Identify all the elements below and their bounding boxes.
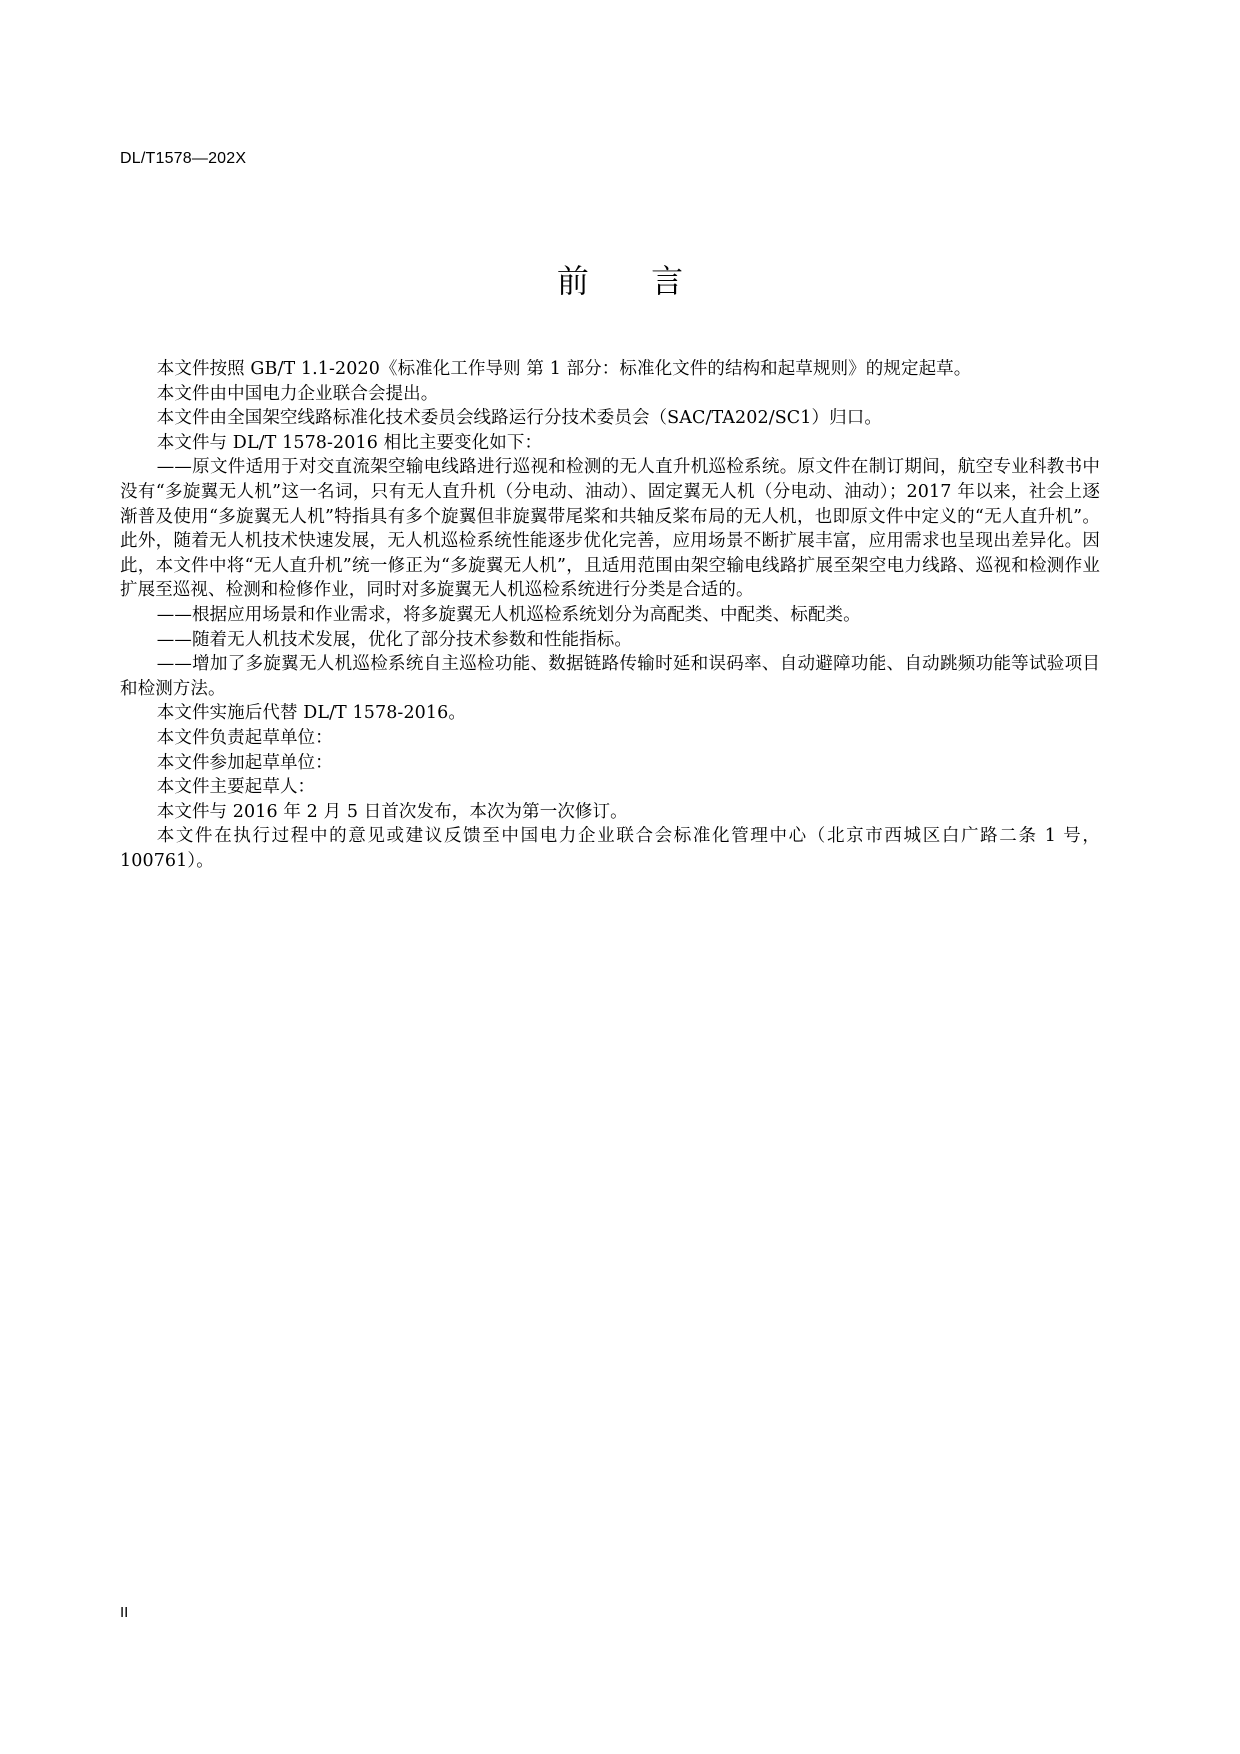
paragraph-proposer: 本文件由中国电力企业联合会提出。 bbox=[156, 383, 439, 404]
paragraph-changes-intro: 本文件与 DL/T 1578-2016 相比主要变化如下： bbox=[156, 432, 543, 453]
paragraph-feedback-contact: 本文件在执行过程中的意见或建议反馈至中国电力企业联合会标准化管理中心（北京市西城区白广路二条 1 号，100761）。 bbox=[120, 826, 1100, 871]
paragraph-replacement: 本文件实施后代替 DL/T 1578-2016。 bbox=[156, 703, 466, 724]
paragraph-change-item-3: ——随着无人机技术发展，优化了部分技术参数和性能指标。 bbox=[156, 629, 632, 650]
foreword-body bbox=[120, 357, 1100, 873]
paragraph-participating-units: 本文件参加起草单位： bbox=[156, 752, 333, 773]
paragraph-drafting-basis: 本文件按照 GB/T 1.1-2020《标准化工作导则 第 1 部分：标准化文件的结构和起草规则》的规定起草。 bbox=[156, 359, 972, 379]
paragraph-change-item-2: ——根据应用场景和作业需求，将多旋翼无人机巡检系统划分为高配类、中配类、标配类。 bbox=[156, 604, 861, 625]
paragraph-lead-drafting-unit: 本文件负责起草单位： bbox=[156, 727, 333, 748]
paragraph-main-drafters: 本文件主要起草人： bbox=[156, 777, 316, 798]
paragraph-revision-history: 本文件与 2016 年 2 月 5 日首次发布，本次为第一次修订。 bbox=[156, 801, 628, 822]
document-code-header: DL/T1578—202X bbox=[120, 150, 247, 167]
paragraph-change-item-1: ——原文件适用于对交直流架空输电线路进行巡视和检测的无人直升机巡检系统。原文件在制订期间，航空专业科教书中没有“多旋翼无人机”这一名词，只有无人直升机（分电动、油动）、固定翼无人机（分电动、油动）；2017 年以来，社会上逐渐普及使用“多旋翼无人机”特指具有多个旋翼但非旋翼带尾桨和共轴反桨布局的无人机，也即原文件中定义的“无人直升机”。此外，随着无人机技术快速发展，无人机巡检系统性能逐步优化完善，应用场景不断扩展丰富，应用需求也呈现出差异化。因此，本文件中将“无人直升机”统一修正为“多旋翼无人机”，且适用范围由架空输电线路扩展至架空电力线路、巡视和检测作业扩展至巡视、检测和检修作业，同时对多旋翼无人机巡检系统进行分类是合适的。 bbox=[120, 457, 1100, 601]
page-title: 前 言 bbox=[556, 262, 710, 300]
paragraph-change-item-4: ——增加了多旋翼无人机巡检系统自主巡检功能、数据链路传输时延和误码率、自动避障功能、自动跳频功能等试验项目和检测方法。 bbox=[120, 654, 1100, 699]
paragraph-administration: 本文件由全国架空线路标准化技术委员会线路运行分技术委员会（SAC/TA202/SC1）归口。 bbox=[156, 408, 882, 429]
page-number: II bbox=[120, 1604, 129, 1621]
